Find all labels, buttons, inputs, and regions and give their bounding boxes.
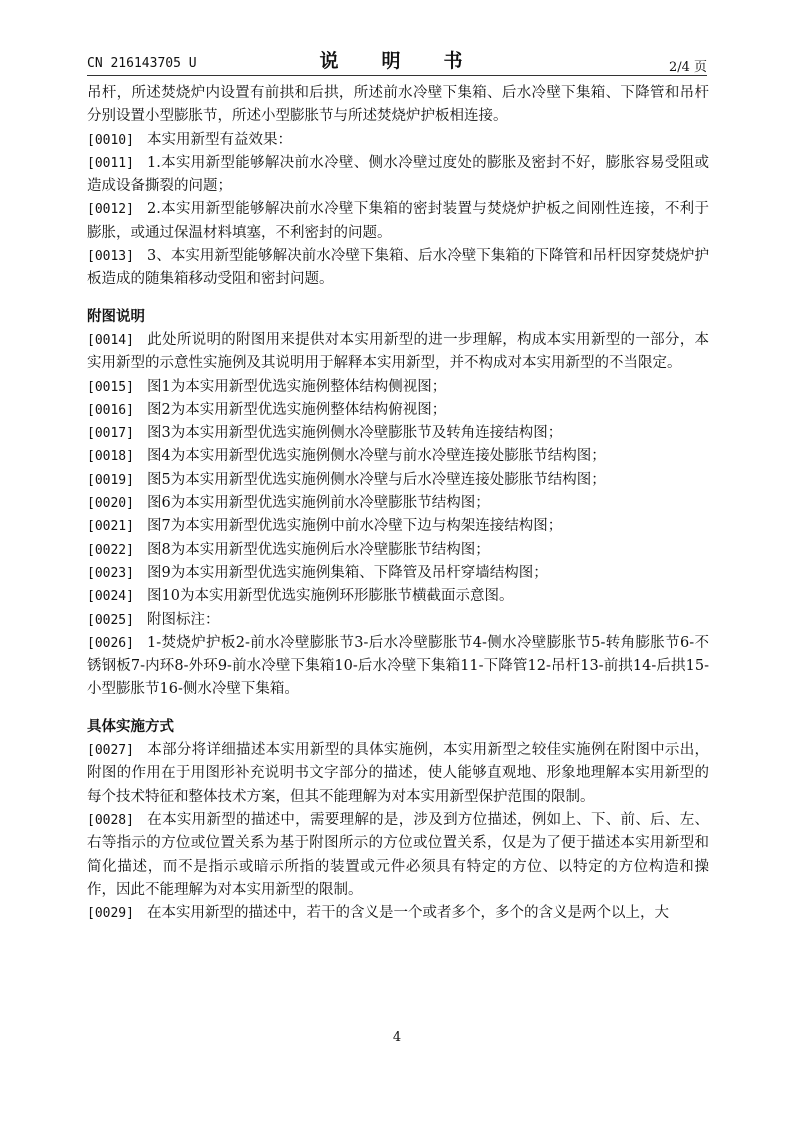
numbered-paragraph [87, 129, 709, 152]
paragraph-number: [0018] [87, 449, 134, 465]
numbered-paragraph [87, 609, 709, 632]
paragraph-text: 附图标注： [147, 611, 220, 628]
paragraph-number: [0027] [87, 743, 134, 759]
numbered-paragraph [87, 585, 709, 608]
paragraph-text: 在本实用新型的描述中，若干的含义是一个或者多个，多个的含义是两个以上，大 [147, 905, 669, 922]
numbered-paragraph [87, 809, 709, 902]
page-indicator: 2/4 页 [668, 60, 707, 75]
numbered-paragraph [87, 739, 709, 809]
numbered-paragraph [87, 445, 709, 468]
paragraph-number: [0026] [87, 635, 134, 651]
benefits-section [87, 129, 709, 292]
paragraph-number: [0021] [87, 519, 134, 535]
numbered-paragraph [87, 152, 709, 199]
intro-paragraph: 吊杆，所述焚烧炉内设置有前拱和后拱，所述前水冷壁下集箱、后水冷壁下集箱、下降管和吊杆分别设置小型膨胀节，所述小型膨胀节与所述焚烧炉护板相连接。 [87, 85, 709, 125]
paragraph-text: 图1为本实用新型优选实施例整体结构侧视图； [147, 378, 447, 395]
paragraph-text: 1.本实用新型能够解决前水冷壁、侧水冷壁过度处的膨胀及密封不好，膨胀容易受阻或造成设备撕裂的问题； [87, 154, 709, 195]
paragraph-number: [0020] [87, 496, 134, 512]
numbered-paragraph [87, 562, 709, 585]
paragraph-text: 图8为本实用新型优选实施例后水冷壁膨胀节结构图； [147, 541, 490, 558]
paragraph-number: [0023] [87, 565, 134, 581]
paragraph-number: [0014] [87, 332, 134, 348]
paragraph-text: 图10为本实用新型优选实施例环形膨胀节横截面示意图。 [147, 588, 514, 605]
paragraph-number: [0017] [87, 426, 134, 442]
paragraph-number: [0019] [87, 472, 134, 488]
numbered-paragraph [87, 469, 709, 492]
paragraph-number: [0012] [87, 202, 134, 218]
page-number: 4 [392, 1030, 402, 1045]
paragraph-text: 图7为本实用新型优选实施例中前水冷壁下边与构架连接结构图； [147, 518, 563, 535]
paragraph-text: 在本实用新型的描述中，需要理解的是，涉及到方位描述，例如上、下、前、后、左、右等指示的方位或位置关系为基于附图所示的方位或位置关系，仅是为了便于描述本实用新型和简化描述，而不是指示或暗示所指的装置或元件必须具有特定的方位、以特定的方位构造和操作，因此不能理解为对本实用新型的限制。 [87, 811, 709, 898]
paragraph-number: [0015] [87, 379, 134, 395]
paragraph-number: [0016] [87, 402, 134, 418]
paragraph-number: [0011] [87, 155, 134, 171]
paragraph-number: [0029] [87, 906, 134, 922]
document-body [87, 82, 709, 925]
paragraph-text: 图2为本实用新型优选实施例整体结构俯视图； [147, 401, 447, 418]
paragraph-text: 图6为本实用新型优选实施例前水冷壁膨胀节结构图； [147, 495, 490, 512]
paragraph-text: 图3为本实用新型优选实施例侧水冷壁膨胀节及转角连接结构图； [147, 425, 563, 442]
numbered-paragraph [87, 902, 709, 925]
numbered-paragraph [87, 399, 709, 422]
figures-section [87, 329, 709, 702]
paragraph-text: 图4为本实用新型优选实施例侧水冷壁与前水冷壁连接处膨胀节结构图； [147, 448, 606, 465]
page-header [87, 50, 707, 76]
paragraph-number: [0010] [87, 132, 134, 148]
numbered-paragraph [87, 422, 709, 445]
numbered-paragraph [87, 515, 709, 538]
paragraph-text: 2.本实用新型能够解决前水冷壁下集箱的密封装置与焚烧炉护板之间刚性连接，不利于膨胀，或通过保温材料填塞，不利密封的问题。 [87, 201, 709, 241]
document-title: 说 明 书 [319, 50, 475, 72]
paragraph-text: 3、本实用新型能够解决前水冷壁下集箱、后水冷壁下集箱的下降管和吊杆因穿焚烧炉护板造成的随集箱移动受阻和密封问题。 [87, 248, 709, 288]
numbered-paragraph [87, 245, 709, 292]
numbered-paragraph [87, 376, 709, 399]
numbered-paragraph [87, 539, 709, 562]
numbered-paragraph [87, 632, 709, 702]
embodiment-section [87, 739, 709, 925]
header-divider [87, 75, 707, 76]
paragraph-number: [0022] [87, 542, 134, 558]
paragraph-text: 本实用新型有益效果： [147, 131, 292, 148]
paragraph-text: 本部分将详细描述本实用新型的具体实施例，本实用新型之较佳实施例在附图中示出，附图的作用在于用图形补充说明书文字部分的描述，使人能够直观地、形象地理解本实用新型的每个技术特征和整体技术方案，但其不能理解为对本实用新型保护范围的限制。 [87, 742, 709, 805]
paragraph-text: 图5为本实用新型优选实施例侧水冷壁与后水冷壁连接处膨胀节结构图； [147, 471, 606, 488]
patent-number: CN 216143705 U [87, 56, 197, 71]
numbered-paragraph [87, 492, 709, 515]
paragraph-number: [0013] [87, 249, 134, 265]
numbered-paragraph [87, 198, 709, 245]
paragraph-number: [0025] [87, 612, 134, 628]
paragraph-number: [0024] [87, 589, 134, 605]
paragraph-text: 1-焚烧炉护板2-前水冷壁膨胀节3-后水冷壁膨胀节4-侧水冷壁膨胀节5-转角膨胀节6-不锈钢板7-内环8-外环9-前水冷壁下集箱10-后水冷壁下集箱11-下降管12-吊杆13-前拱14-后拱15-小型膨胀节16-侧水冷壁下集箱。 [87, 634, 709, 698]
paragraph-text: 图9为本实用新型优选实施例集箱、下降管及吊杆穿墙结构图； [147, 564, 548, 581]
section-heading-figures: 附图说明 [87, 308, 145, 325]
paragraph-text: 此处所说明的附图用来提供对本实用新型的进一步理解，构成本实用新型的一部分，本实用新型的示意性实施例及其说明用于解释本实用新型，并不构成对本实用新型的不当限定。 [87, 331, 709, 372]
paragraph-number: [0028] [87, 812, 134, 828]
numbered-paragraph [87, 329, 709, 376]
section-heading-embodiments: 具体实施方式 [87, 718, 174, 735]
